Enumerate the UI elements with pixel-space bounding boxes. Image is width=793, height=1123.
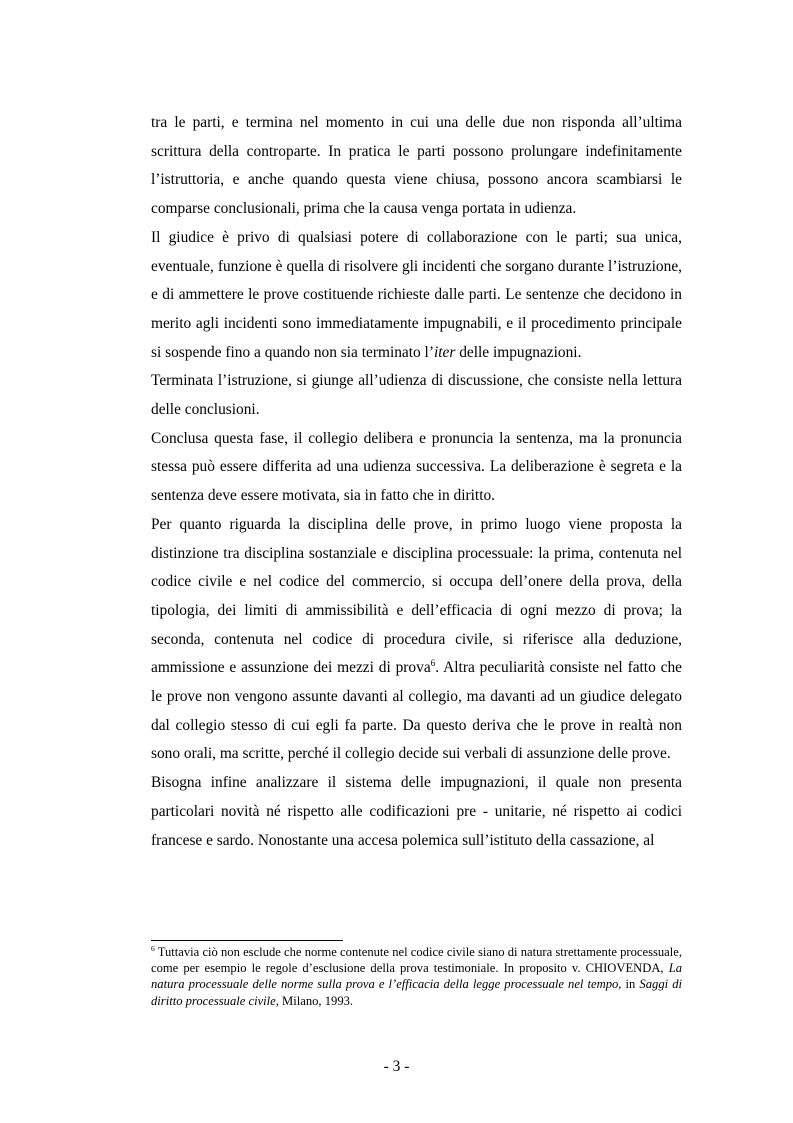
paragraph: tra le parti, e termina nel momento in cui una delle due non risponda all’ultima scrittura della controparte. In pratica le parti possono prolungare indefinitamente l’istruttoria, e anche quando questa viene chiusa, possono ancora scambiarsi le comparse conclusionali, prima che la causa venga portata in udienza. — [151, 114, 682, 218]
cited-work-title: La natura processuale delle norme sulla prova e l’efficacia della legge processuale nel tempo — [151, 961, 682, 992]
paragraph: Bisogna infine analizzare il sistema delle impugnazioni, il quale non presenta particolari novità né rispetto alle codificazioni pre - unitarie, né rispetto ai codici francese e sardo. Nonostante una accesa polemica sull’istituto della cassazione, al — [151, 774, 682, 849]
page-number: - 3 - — [383, 1058, 410, 1075]
cited-collection-title: Saggi di diritto processuale civile — [151, 977, 682, 1008]
footnote: $^6$ Tuttavia ciò non esclude che norme contenute nel codice civile siano di natura strettamente processuale, come per esempio le regole d’esclusione della prova testimoniale. In proposito v. CHIOVENDA, La natura processuale delle norme sulla prova e l’efficacia della legge processuale nel tempo, in Saggi di diritto processuale civile, Milano, 1993. — [151, 944, 682, 1008]
footnote-reference: 6 — [430, 658, 436, 669]
footnote-separator — [151, 940, 343, 941]
paragraph: Terminata l’istruzione, si giunge all’udienza di discussione, che consiste nella lettura delle conclusioni. — [151, 372, 682, 419]
paragraph: Conclusa questa fase, il collegio delibera e pronuncia la sentenza, ma la pronuncia stessa può essere differita ad una udienza successiva. La deliberazione è segreta e la sentenza deve essere motivata, sia in fatto che in diritto. — [151, 429, 682, 505]
paragraph: Per quanto riguarda la disciplina delle prove, in primo luogo viene proposta la distinzione tra disciplina sostanziale e disciplina processuale: la prima, contenuta nel codice civile e nel codice del commercio, si occupa dell’onere della prova, della tipologia, dei limiti di ammissibilità e dell’efficacia di ogni mezzo di prova; la seconda, contenuta nel codice di procedura civile, si riferisce alla deduzione, ammissione e assunzione dei mezzi di prova$^6$. Altra peculiarità consiste nel fatto che le prove non vengono assunte davanti al collegio, ma davanti ad un giudice delegato dal collegio stesso di cui egli fa parte. Da questo deriva che le prove in realtà non sono orali, ma scritte, perché il collegio decide sui verbali di assunzione delle prove. — [151, 515, 682, 763]
body-text — [151, 109, 682, 855]
paragraph: Il giudice è privo di qualsiasi potere di collaborazione con le parti; sua unica, eventuale, funzione è quella di risolvere gli incidenti che sorgano durante l’istruzione, e di ammettere le prove costituende richieste dalle parti. Le sentenze che decidono in merito agli incidenti sono immediatamente impugnabili, e il procedimento principale si sospende fino a quando non sia terminato l’iter delle impugnazioni. — [151, 228, 682, 361]
italic-term: iter — [433, 343, 456, 361]
footnote-number: 6 — [151, 944, 155, 954]
